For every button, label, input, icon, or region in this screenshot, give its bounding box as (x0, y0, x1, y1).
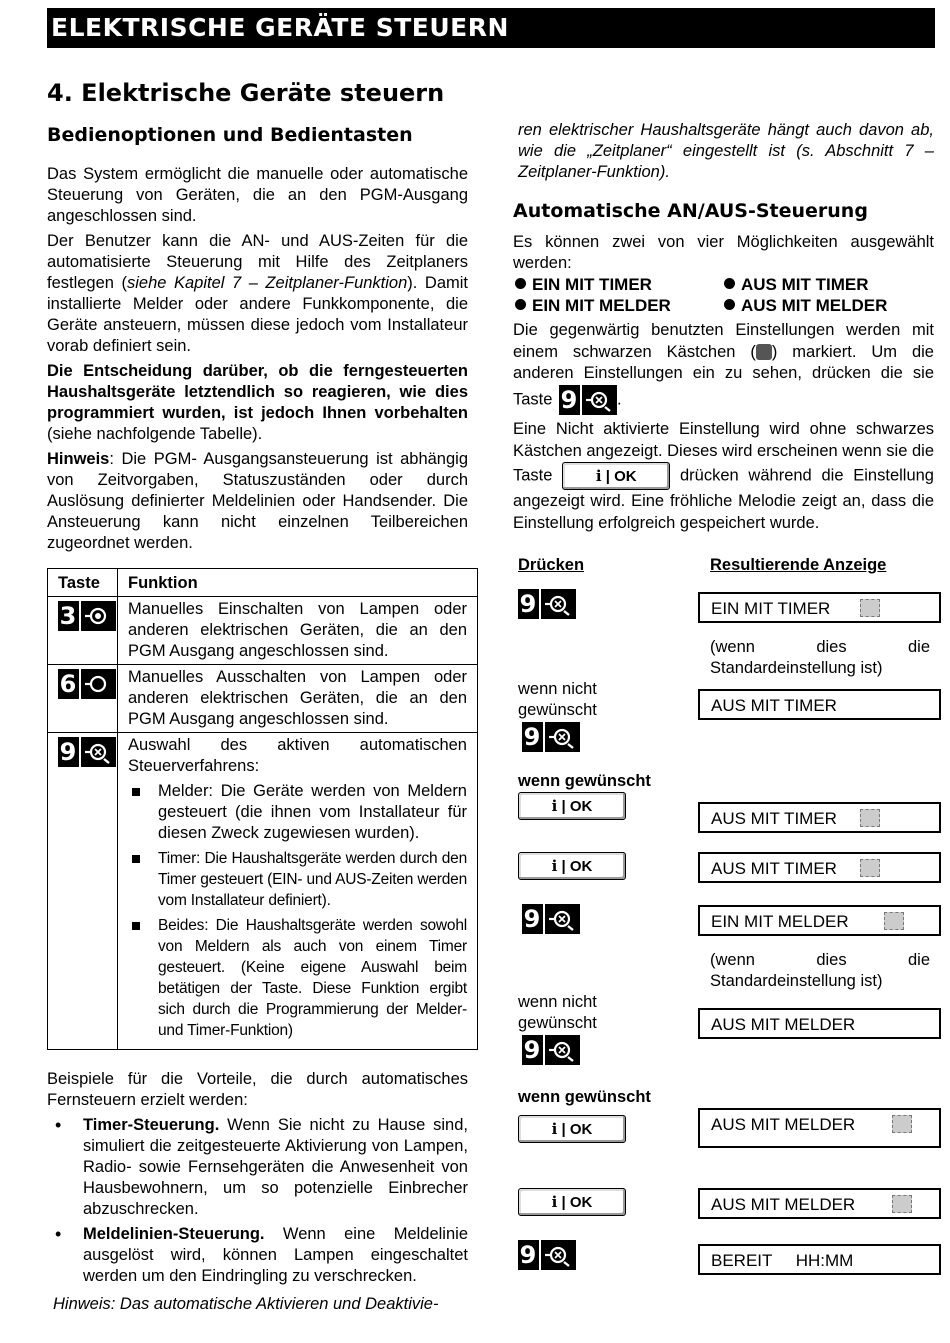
option-ein-mit-melder: EIN MIT MELDER (515, 295, 671, 316)
lamp-auto-icon (542, 1240, 578, 1270)
list-item: • Timer-Steuerung. Wenn Sie nicht zu Hause sind, simuliert die zeitgesteuerte Aktivierung von Lampen, Radio- sowie Fernsehgeräten die Anwesenheit von Hausbewohnern, um so potenzielle Einbrecher abzuschrecken. (47, 1115, 468, 1220)
examples-section (47, 1069, 468, 1291)
press-key-9: 9 (522, 904, 580, 934)
option-aus-mit-timer: AUS MIT TIMER (724, 274, 869, 295)
wenn-nicht-gewuenscht-2: wenn nicht gewünscht (518, 993, 597, 1032)
column-header-druecken: Drücken (518, 556, 585, 574)
checkbox-icon (884, 912, 904, 930)
checkbox-icon (860, 599, 880, 617)
checkbox-icon (892, 1195, 912, 1213)
option-aus-mit-melder: AUS MIT MELDER (724, 295, 887, 316)
display-box: AUS MIT TIMER (698, 689, 941, 720)
lamp-auto-icon (542, 589, 578, 619)
key-3-lamp-on: 3 (58, 601, 116, 631)
press-key-9: 9 (518, 1240, 576, 1270)
press-ok-key: i | OK (518, 792, 626, 820)
paragraph-nicht-aktiviert: Eine Nicht aktivierte Einstellung wird ohne schwarzes Kästchen angezeigt. Dieses wird erscheinen wenn sie die Taste i | OK drücken während die Einstellung angezeigt wird. Eine fröhliche Melodie zeigt an, dass die Einstellung erfolgreich gespeichert wurde. (513, 420, 934, 532)
paragraph-hinweis: Hinweis: Die PGM- Ausgangsansteuerung ist abhängig von Zeitvorgaben, Statuszuständen oder durch Auslösung definierter Meldelinien oder Handsender. Die Ansteuerung kann nicht einzelnen Teilbereichen zugeordnet werden. (47, 450, 468, 552)
checkbox-icon (860, 859, 880, 877)
press-ok-key: i | OK (518, 1188, 626, 1216)
row-function-text: Manuelles Einschalten von Lampen oder anderen elektrischen Geräten, die an den PGM Ausgang angeschlossen sind. (118, 597, 478, 665)
page-header: ELEKTRISCHE GERÄTE STEUERN (47, 8, 935, 48)
examples-list (47, 1115, 468, 1287)
section-title-bedienoptionen: Bedienoptionen und Bedientasten (47, 124, 413, 146)
display-box: AUS MIT MELDER (698, 1108, 941, 1148)
key-9-lamp-auto: 9 (58, 737, 116, 767)
standard-note: (wenn dies die Standardeinstellung ist) (710, 638, 930, 677)
table-header-funktion: Funktion (118, 569, 478, 597)
column-header-anzeige: Resultierende Anzeige (710, 556, 887, 574)
automatik-intro: Es können zwei von vier Möglichkeiten ausgewählt werden: (513, 233, 934, 272)
chapter-reference: siehe Kapitel 7 – Zeitplaner-Funktion (127, 274, 408, 292)
lamp-auto-icon (546, 1035, 582, 1065)
section-title-automatik: Automatische AN/AUS-Steuerung (513, 200, 868, 222)
press-key-9: 9 (522, 1035, 580, 1065)
lamp-auto-icon (546, 722, 582, 752)
lamp-auto-icon (546, 904, 582, 934)
lamp-off-icon (82, 669, 118, 699)
key-9-inline: 9 (559, 385, 617, 415)
press-key-9: 9 (518, 589, 576, 619)
list-item: Melder: Die Geräte werden von Meldern gesteuert (die ihnen vom Installateur für diesen Zweck zugewiesen wurden). (128, 781, 467, 844)
black-box-icon (756, 344, 772, 360)
checkbox-icon (860, 809, 880, 827)
press-ok-key: i | OK (518, 852, 626, 880)
key-6-lamp-off: 6 (58, 669, 116, 699)
press-key-9: 9 (522, 722, 580, 752)
display-box: AUS MIT MELDER (698, 1188, 941, 1219)
display-box: AUS MIT TIMER (698, 852, 941, 883)
list-item: • Meldelinien-Steuerung. Wenn eine Meldelinie ausgelöst wird, können Lampen eingeschaltet werden um den Eindringling zu verschrecken. (47, 1224, 468, 1287)
wenn-gewuenscht-1: wenn gewünscht (518, 772, 651, 790)
display-box: AUS MIT TIMER (698, 802, 941, 833)
lamp-auto-icon (82, 737, 118, 767)
list-item: Timer: Die Haushaltsgeräte werden durch den Timer gesteuert (EIN- und AUS-Zeiten werden vom Installateur definiert). (128, 848, 467, 911)
wenn-nicht-gewuenscht-1: wenn nicht gewünscht (518, 680, 597, 719)
table-row (48, 665, 478, 733)
row-function-text: Auswahl des aktiven automatischen Steuerverfahrens: (128, 736, 467, 775)
left-intro-text (47, 164, 468, 558)
lamp-on-icon (82, 601, 118, 631)
chapter-title: 4. Elektrische Geräte steuern (47, 79, 445, 107)
table-row (48, 733, 478, 1050)
standard-note: (wenn dies die Standardeinstellung ist) (710, 951, 930, 990)
examples-intro: Beispiele für die Vorteile, die durch automatisches Fernsteuern erzielt werden: (47, 1070, 468, 1109)
wenn-gewuenscht-2: wenn gewünscht (518, 1088, 651, 1106)
ok-key-inline: i | OK (562, 462, 670, 490)
display-box: EIN MIT TIMER (698, 592, 941, 623)
list-item: Beides: Die Haushaltsgeräte werden sowohl von Meldern als auch von einem Timer gesteuert. (Keine eigene Auswahl beim betätigen der Taste. Diese Funktion ergibt sich durch die Programmierung der Melder- und Timer-Funktion) (128, 915, 467, 1041)
option-ein-mit-timer: EIN MIT TIMER (515, 274, 652, 295)
control-mode-list (128, 781, 467, 1041)
display-box: EIN MIT MELDER (698, 905, 941, 936)
paragraph-system: Das System ermöglicht die manuelle oder automatische Steuerung von Geräten, die an den PGM-Ausgang angeschlossen sind. (47, 165, 468, 225)
display-box: AUS MIT MELDER (698, 1008, 941, 1039)
display-box: BEREIT HH:MM (698, 1244, 941, 1275)
table-header-row (48, 569, 478, 597)
lamp-auto-icon (583, 385, 619, 415)
footer-note: Hinweis: Das automatische Aktivieren und Deaktivie- (53, 1295, 439, 1313)
function-table (47, 568, 478, 1050)
press-ok-key: i | OK (518, 1115, 626, 1143)
checkbox-icon (892, 1115, 912, 1133)
paragraph-zeitplaner: Der Benutzer kann die AN- und AUS-Zeiten für die automatisierte Steuerung mit Hilfe des Zeitplaners festlegen (siehe Kapitel 7 – Zeitplaner-Funktion). Damit installierte Melder oder andere Funkkomponente, die Geräte ansteuern, müssen diese jedoch vom Installateur vorab definiert sein. (47, 232, 469, 355)
table-row (48, 597, 478, 665)
row-function-text: Manuelles Ausschalten von Lampen oder anderen elektrischen Geräten, die an den PGM Ausgang angeschlossen sind. (118, 665, 478, 733)
table-header-taste: Taste (48, 569, 118, 597)
continued-text: ren elektrischer Haushaltsgeräte hängt auch davon ab, wie die „Zeitplaner“ eingestellt ist (s. Abschnitt 7 – Zeitplaner-Funktion). (518, 121, 934, 181)
paragraph-entscheidung: Die Entscheidung darüber, ob die ferngesteuerten Haushaltsgeräte letztendlich so reagieren, wie dies programmiert wurden, ist jedoch Ihnen vorbehalten (siehe nachfolgende Tabelle). (47, 362, 468, 443)
paragraph-markiert: Die gegenwärtig benutzten Einstellungen werden mit einem schwarzen Kästchen ( ) markiert. Um die anderen Einstellungen ein zu sehen, drücken die sie Taste 9 . (513, 321, 934, 414)
